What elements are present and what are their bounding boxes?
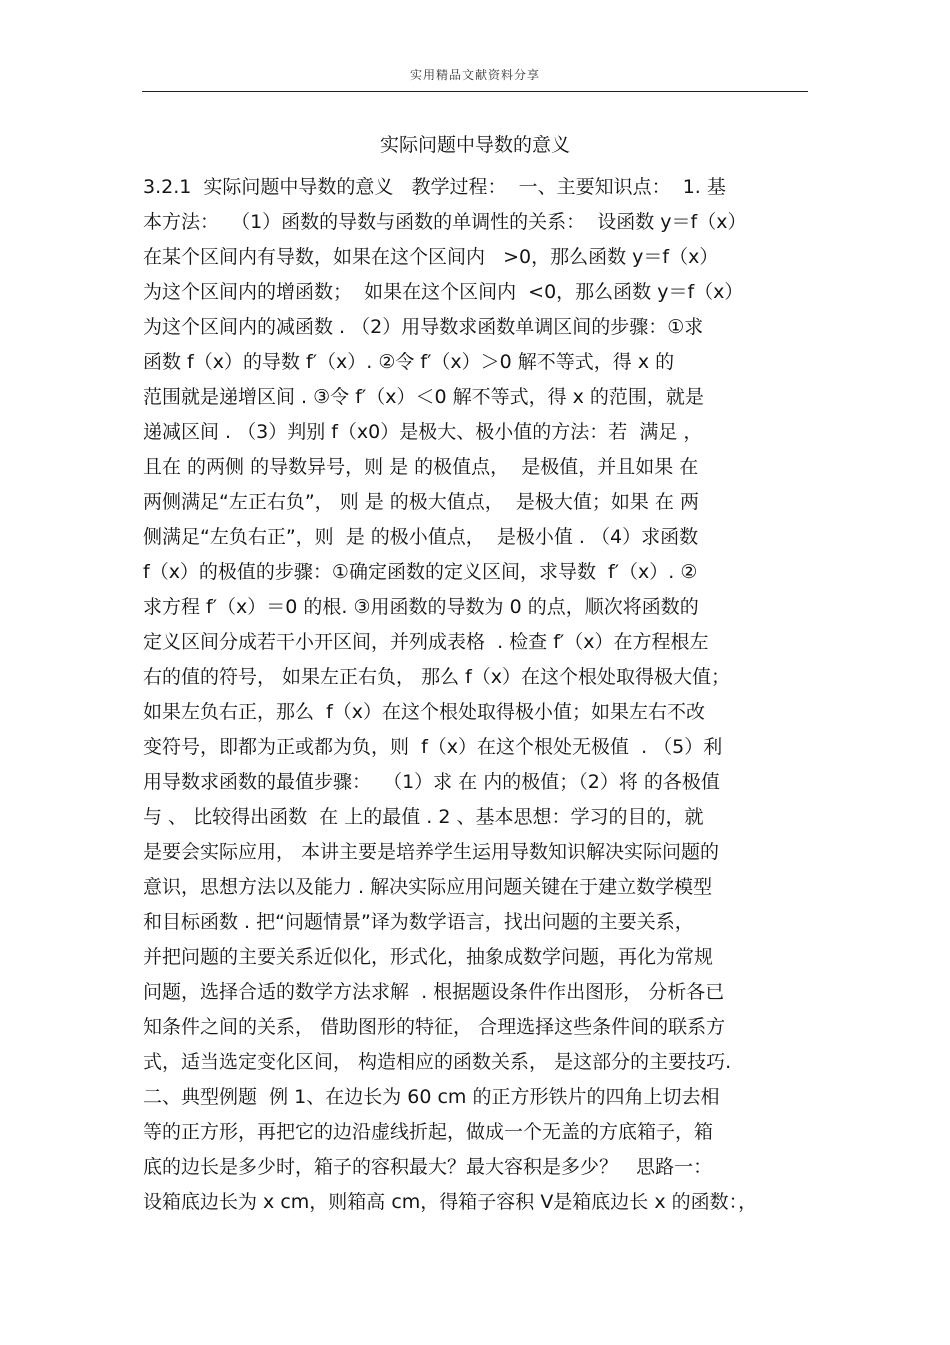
running-header: 实用精品文献资料分享 — [409, 68, 540, 82]
body-line: 侧满足“左负右正”，则 是 的极小值点， 是极小值 . （4）求函数 — [143, 526, 699, 548]
body-line: 在某个区间内有导数，如果在这个区间内 >0，那么函数 y＝f（x） — [143, 246, 719, 268]
body-line: f（x）的极值的步骤：①确定函数的定义区间，求导数 f′（x）. ② — [143, 561, 698, 583]
body-line: 且在 的两侧 的导数异号，则 是 的极值点， 是极值，并且如果 在 — [143, 456, 699, 478]
body-line: 式，适当选定变化区间， 构造相应的函数关系， 是这部分的主要技巧. — [143, 1051, 732, 1073]
body-line: 用导数求函数的最值步骤： （1）求 在 内的极值；（2）将 的各极值 — [143, 771, 720, 793]
body-line: 底的边长是多少时，箱子的容积最大？最大容积是多少？ 思路一： — [143, 1156, 713, 1178]
body-line: 递减区间 . （3）判别 f（x0）是极大、极小值的方法：若 满足 ， — [143, 421, 703, 443]
body-line: 变符号，即都为正或都为负，则 f（x）在这个根处无极值 . （5）利 — [143, 736, 723, 758]
body-line: 如果左负右正，那么 f（x）在这个根处取得极小值；如果左右不改 — [143, 701, 706, 723]
body-line: 等的正方形，再把它的边沿虚线折起，做成一个无盖的方底箱子，箱 — [143, 1121, 714, 1143]
body-line: 求方程 f′（x）＝0 的根. ③用函数的导数为 0 的点，顺次将函数的 — [143, 596, 699, 618]
body-line: 设箱底边长为 x cm，则箱高 cm，得箱子容积 V是箱底边长 x 的函数：， — [143, 1191, 758, 1213]
body-line: 和目标函数 . 把“问题情景”译为数学语言，找出问题的主要关系， — [143, 911, 694, 933]
body-line: 右的值的符号， 如果左正右负， 那么 f（x）在这个根处取得极大值； — [143, 666, 731, 688]
document-title: 实际问题中导数的意义 — [379, 134, 570, 156]
body-line: 本方法： （1）函数的导数与函数的单调性的关系： 设函数 y＝f（x） — [143, 211, 747, 233]
body-line: 知条件之间的关系， 借助图形的特征， 合理选择这些条件间的联系方 — [143, 1016, 726, 1038]
body-line: 函数 f（x）的导数 f′（x）. ②令 f′（x）＞0 解不等式，得 x 的 — [143, 351, 675, 373]
body-line: 是要会实际应用， 本讲主要是培养学生运用导数知识解决实际问题的 — [143, 841, 720, 863]
body-line: 二、典型例题 例 1、在边长为 60 cm 的正方形铁片的四角上切去相 — [143, 1086, 720, 1108]
body-line: 为这个区间内的减函数 . （2）用导数求函数单调区间的步骤：①求 — [143, 316, 704, 338]
body-line: 3.2.1 实际问题中导数的意义 教学过程： 一、主要知识点： 1. 基 — [143, 176, 726, 198]
header-divider — [142, 91, 808, 92]
body-line: 两侧满足“左正右负”， 则 是 的极大值点， 是极大值；如果 在 两 — [143, 491, 699, 513]
body-line: 并把问题的主要关系近似化，形式化，抽象成数学问题，再化为常规 — [143, 946, 714, 968]
body-line: 问题，选择合适的数学方法求解 . 根据题设条件作出图形， 分析各已 — [143, 981, 725, 1003]
body-line: 定义区间分成若干小开区间，并列成表格 . 检查 f′（x）在方程根左 — [143, 631, 709, 653]
body-line: 为这个区间内的增函数； 如果在这个区间内 <0，那么函数 y＝f（x） — [143, 281, 744, 303]
body-line: 意识，思想方法以及能力 . 解决实际应用问题关键在于建立数学模型 — [143, 876, 713, 898]
body-line: 范围就是递增区间 . ③令 f′（x）＜0 解不等式，得 x 的范围，就是 — [143, 386, 704, 408]
document-body — [143, 175, 807, 1225]
body-line: 与 、 比较得出函数 在 上的最值 . 2 、基本思想：学习的目的，就 — [143, 806, 704, 828]
